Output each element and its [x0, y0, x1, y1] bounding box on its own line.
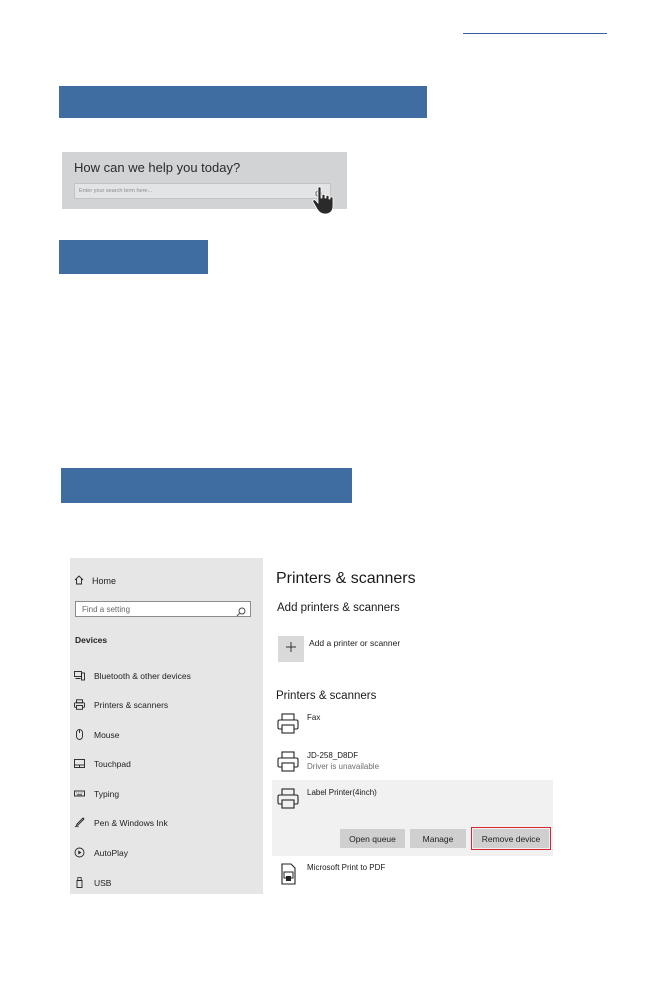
- sidebar-item-label: Typing: [94, 788, 120, 799]
- printer-name: Label Printer(4inch): [307, 788, 377, 797]
- section-heading-bar-2: [59, 240, 208, 274]
- printer-status: Driver is unavailable: [307, 762, 380, 771]
- plus-icon: [285, 640, 297, 658]
- usb-icon: [74, 877, 85, 888]
- sidebar-item-home[interactable]: [74, 575, 116, 587]
- sidebar-item-label: AutoPlay: [94, 847, 129, 858]
- add-printers-heading: Add printers & scanners: [277, 602, 400, 614]
- sidebar-item-label: USB: [94, 877, 112, 888]
- mouse-icon: [74, 729, 85, 740]
- autoplay-icon: [74, 847, 85, 858]
- sidebar-item-typing[interactable]: [74, 788, 119, 799]
- sidebar-item-autoplay[interactable]: [74, 847, 128, 858]
- printer-name: Fax: [307, 713, 321, 722]
- printer-icon: [277, 788, 299, 815]
- find-setting-input[interactable]: [82, 603, 232, 615]
- section-heading-bar-3: [61, 468, 352, 503]
- sidebar-item-label: Pen & Windows Ink: [94, 817, 168, 828]
- sidebar-item-label: Bluetooth & other devices: [94, 670, 191, 681]
- printer-icon: [277, 713, 299, 740]
- sidebar-item-pen[interactable]: [74, 817, 168, 828]
- help-search-field[interactable]: [74, 183, 331, 199]
- manage-button[interactable]: Manage: [410, 829, 466, 848]
- keyboard-icon: [74, 788, 85, 799]
- search-icon[interactable]: [236, 604, 246, 622]
- printer-name: JD-258_D8DF: [307, 751, 359, 760]
- sidebar-item-bluetooth[interactable]: [74, 670, 191, 681]
- sidebar-item-mouse[interactable]: [74, 729, 120, 740]
- sidebar-home-label: Home: [92, 576, 117, 586]
- pointing-hand-icon: [312, 186, 338, 221]
- sidebar-item-usb[interactable]: [74, 877, 111, 888]
- section-heading-bar-1: [59, 86, 427, 118]
- pen-icon: [74, 817, 85, 828]
- printer-icon: [277, 751, 299, 778]
- find-setting-field[interactable]: [75, 601, 251, 617]
- help-title: How can we help you today?: [74, 160, 241, 175]
- touchpad-icon: [74, 758, 85, 769]
- sidebar-section-devices: Devices: [75, 635, 108, 645]
- open-queue-button[interactable]: Open queue: [340, 829, 405, 848]
- header-link-underline[interactable]: [463, 33, 607, 34]
- printers-list-heading: Printers & scanners: [276, 690, 377, 702]
- bluetooth-devices-icon: [74, 670, 85, 681]
- sidebar-item-printers[interactable]: [74, 699, 168, 710]
- printer-icon: [74, 699, 85, 710]
- pdf-printer-icon: [277, 863, 299, 890]
- add-printer-button[interactable]: [278, 636, 304, 662]
- add-printer-label[interactable]: Add a printer or scanner: [309, 638, 401, 648]
- help-search-panel: [62, 152, 347, 209]
- sidebar-item-label: Touchpad: [94, 758, 131, 769]
- sidebar-item-touchpad[interactable]: [74, 758, 131, 769]
- sidebar-item-label: Mouse: [94, 729, 120, 740]
- settings-sidebar: [70, 558, 263, 894]
- remove-device-button[interactable]: Remove device: [473, 829, 549, 848]
- help-search-input[interactable]: [79, 184, 299, 198]
- printer-name: Microsoft Print to PDF: [307, 863, 386, 872]
- sidebar-item-label: Printers & scanners: [94, 699, 169, 710]
- home-icon: [74, 575, 84, 587]
- page-title: Printers & scanners: [276, 570, 416, 587]
